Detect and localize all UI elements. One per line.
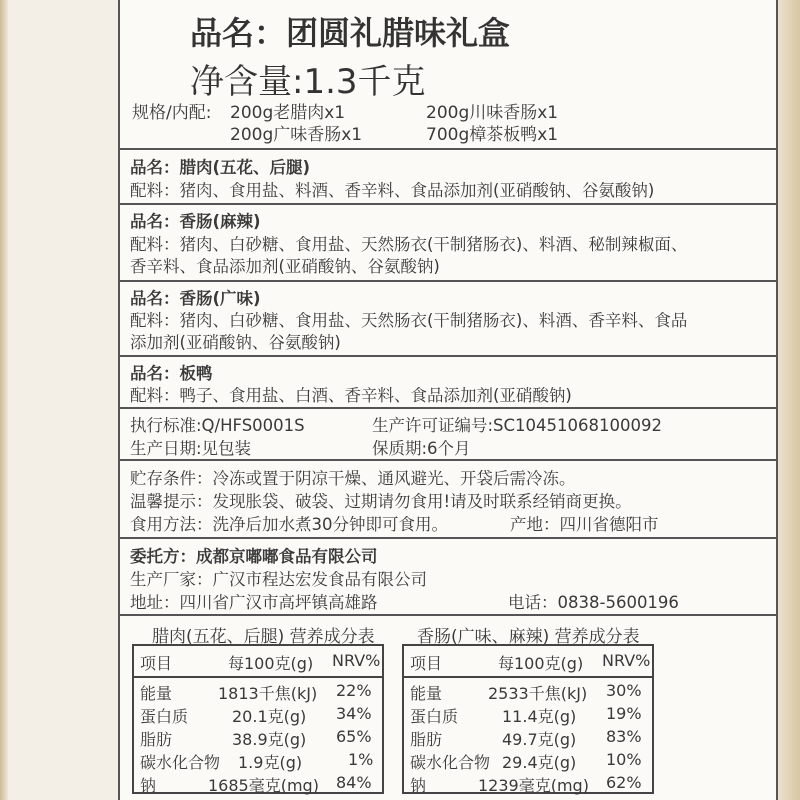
origin: 产地：四川省德阳市 (510, 515, 659, 534)
table-header-cell: 项目 (410, 654, 443, 673)
nutrition-table (132, 644, 384, 794)
table-cell: 83% (606, 727, 642, 746)
phone: 电话：0838-5600196 (508, 593, 679, 612)
nutrition-title: 腊肉(五花、后腿) 营养成分表 (152, 627, 375, 647)
entrust: 委托方：成都京嘟嘟食品有限公司 (130, 547, 378, 566)
ingredients: 香辛料、食品添加剂(亚硝酸钠、谷氨酸钠) (130, 257, 440, 276)
table-cell: 1.9克(g) (238, 753, 303, 772)
table-cell: 29.4克(g) (502, 753, 577, 772)
tips: 温馨提示：发现胀袋、破袋、过期请勿食用!请及时联系经销商更换。 (130, 492, 632, 511)
table-cell: 蛋白质 (140, 707, 189, 726)
table-cell: 30% (606, 681, 642, 700)
maker: 生产厂家：广汉市程达宏发食品有限公司 (130, 570, 427, 589)
table-cell: 2533千焦(kJ) (488, 684, 588, 703)
product-name: 品名：香肠(广味) (130, 289, 261, 308)
label-panel (118, 0, 778, 800)
table-cell: 钠 (140, 776, 157, 795)
table-header-cell: 每100克(g) (498, 654, 584, 673)
nutrition-title: 香肠(广味、麻辣) 营养成分表 (417, 627, 640, 647)
section-divider (120, 280, 776, 282)
storage: 贮存条件：冷冻或置于阴凉干燥、通风避光、开袋后需冷冻。 (130, 469, 576, 488)
usage: 食用方法：洗净后加水煮30分钟即可食用。 (130, 515, 448, 534)
table-cell: 能量 (140, 684, 173, 703)
ingredients: 配料：猪肉、食用盐、料酒、香辛料、食品添加剂(亚硝酸钠、谷氨酸钠) (130, 181, 655, 200)
table-cell: 38.9克(g) (232, 730, 307, 749)
table-cell: 49.7克(g) (502, 730, 577, 749)
license: 生产许可证编号:SC10451068100092 (372, 416, 663, 435)
standard: 执行标准:Q/HFS0001S (130, 416, 305, 435)
table-cell: 脂肪 (410, 730, 443, 749)
section-divider (120, 614, 776, 616)
spec-item: 200g广味香肠x1 (230, 125, 363, 145)
spec-item: 700g樟茶板鸭x1 (426, 125, 559, 145)
table-header-cell: 项目 (140, 654, 173, 673)
table-cell: 84% (336, 773, 372, 792)
table-cell: 22% (336, 681, 372, 700)
product-name: 品名：腊肉(五花、后腿) (130, 158, 311, 177)
table-cell: 19% (606, 704, 642, 723)
address: 地址：四川省广汉市高坪镇高雄路 (130, 593, 378, 612)
table-cell: 1239毫克(mg) (478, 776, 589, 795)
section-divider (120, 537, 776, 539)
table-cell: 钠 (410, 776, 427, 795)
table-header-cell: NRV% (602, 651, 651, 670)
product-name: 品名：香肠(麻辣) (130, 212, 261, 231)
table-cell: 碳水化合物 (140, 753, 221, 772)
left-edge (0, 0, 8, 800)
product-title: 品名：团圆礼腊味礼盒 (190, 14, 511, 52)
nutrition-table (402, 644, 654, 794)
ingredients: 添加剂(亚硝酸钠、谷氨酸钠) (130, 333, 341, 352)
table-cell: 1% (348, 750, 374, 769)
table-cell: 碳水化合物 (410, 753, 491, 772)
net-content: 净含量:1.3千克 (190, 62, 426, 102)
ingredients: 配料：鸭子、食用盐、白酒、香辛料、食品添加剂(亚硝酸钠) (130, 386, 572, 405)
table-cell: 20.1克(g) (232, 707, 307, 726)
section-divider (120, 355, 776, 357)
section-divider (120, 459, 776, 461)
product-name: 品名：板鸭 (130, 364, 213, 383)
spec-item: 200g老腊肉x1 (230, 103, 346, 123)
table-cell: 1813千焦(kJ) (218, 684, 318, 703)
table-header-cell: NRV% (332, 651, 381, 670)
table-cell: 脂肪 (140, 730, 173, 749)
spec-item: 200g川味香肠x1 (426, 103, 559, 123)
shelf-life: 保质期:6个月 (372, 439, 471, 458)
table-header-cell: 每100克(g) (228, 654, 314, 673)
spec-label: 规格/内配: (132, 103, 212, 123)
table-cell: 10% (606, 750, 642, 769)
table-cell: 11.4克(g) (502, 707, 577, 726)
ingredients: 配料：猪肉、白砂糖、食用盐、天然肠衣(干制猪肠衣)、料酒、秘制辣椒面、 (130, 235, 688, 254)
table-cell: 1685毫克(mg) (208, 776, 319, 795)
section-divider (120, 203, 776, 205)
table-cell: 62% (606, 773, 642, 792)
section-divider (120, 148, 776, 150)
table-cell: 能量 (410, 684, 443, 703)
ingredients: 配料：猪肉、白砂糖、食用盐、天然肠衣(干制猪肠衣)、料酒、香辛料、食品 (130, 311, 688, 330)
production-date: 生产日期:见包装 (130, 439, 252, 458)
section-divider (120, 407, 776, 409)
table-cell: 65% (336, 727, 372, 746)
table-cell: 34% (336, 704, 372, 723)
table-cell: 蛋白质 (410, 707, 459, 726)
